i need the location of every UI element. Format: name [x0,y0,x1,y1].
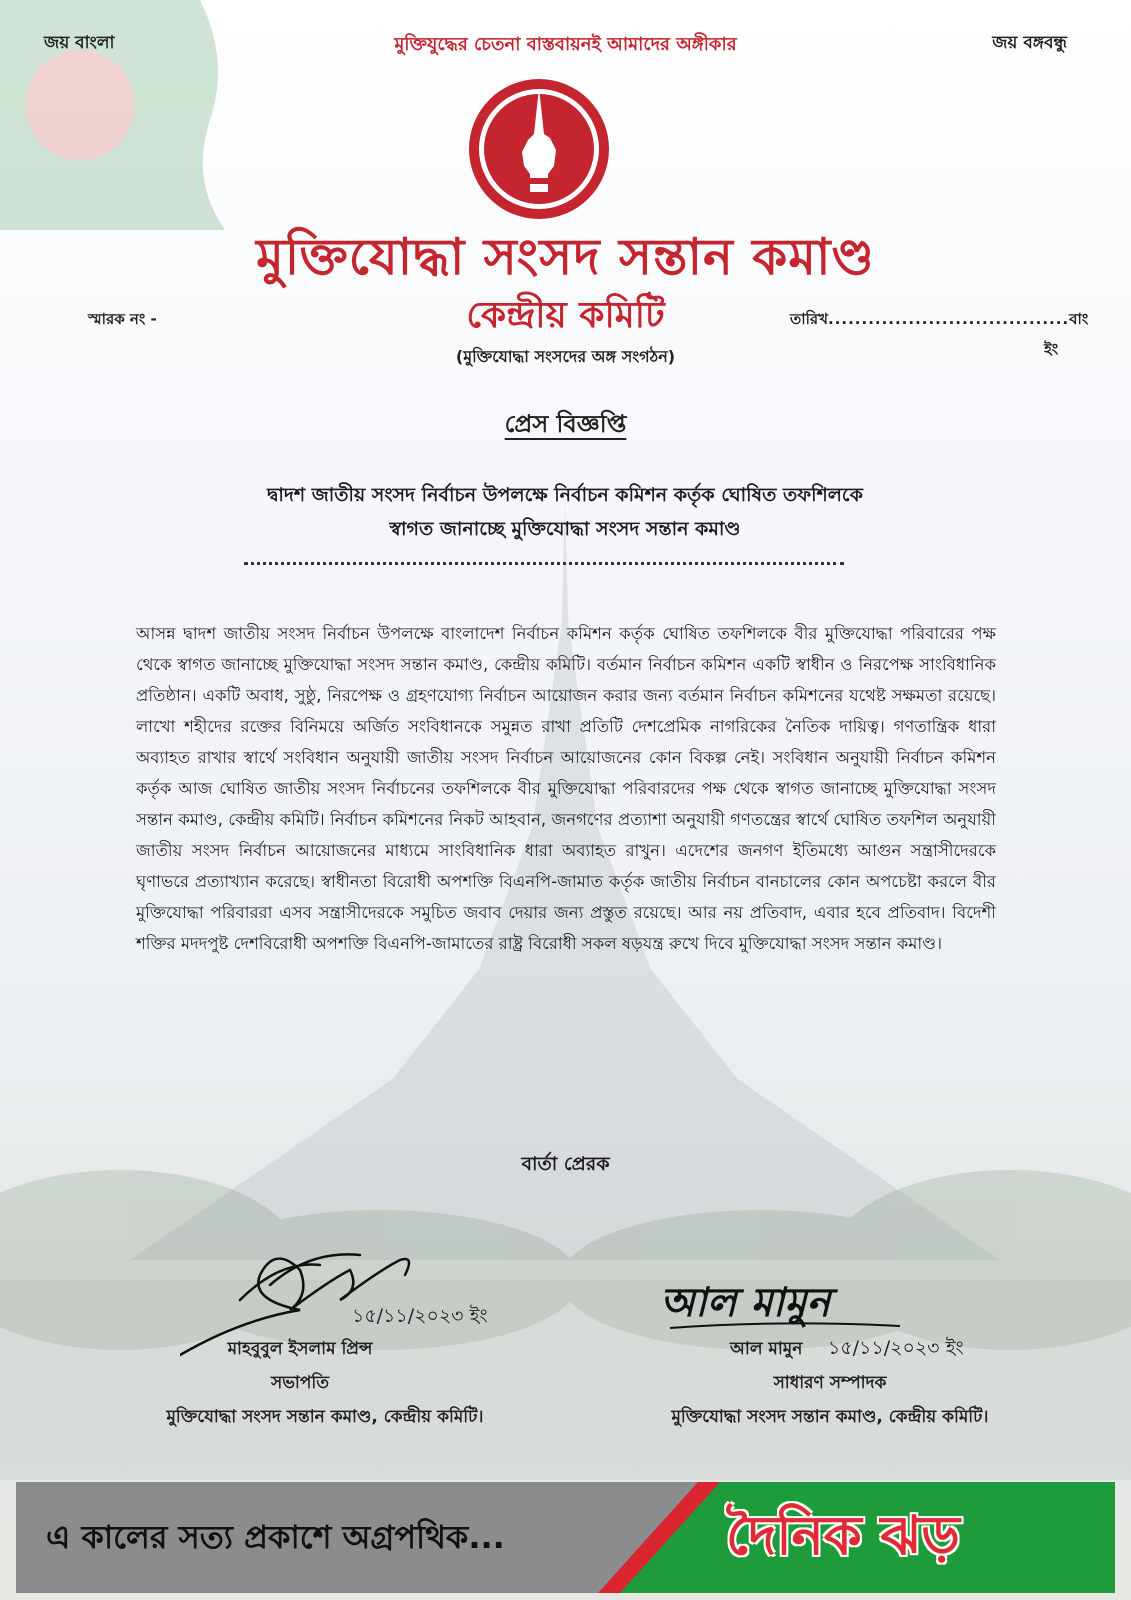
date-suffix-en: ইং [1044,340,1059,358]
affiliation-note: (মুক্তিযোদ্ধা সংসদের অঙ্গ সংগঠন) [455,347,676,366]
signature-right [660,1268,920,1338]
signatory-1-title: সভাপতি [271,1373,329,1393]
newspaper-logo: দৈনিক ঝড় [726,1503,960,1567]
date-suffix-bn: বাং [1069,310,1089,328]
footer-banner [16,1482,1115,1593]
signatory-1-organization: মুক্তিযোদ্ধা সংসদ সন্তান কমাণ্ড, কেন্দ্রীয় কমিটি। [166,1407,484,1427]
signatory-2-organization: মুক্তিযোদ্ধা সংসদ সন্তান কমাণ্ড, কেন্দ্রীয় কমিটি। [671,1407,989,1427]
committee-name: কেন্দ্রীয় কমিটি [466,295,665,336]
sender-label: বার্তা প্রেরক [521,1153,610,1175]
headline-line-1: দ্বাদশ জাতীয় সংসদ নির্বাচন উপলক্ষে নির্বাচন কমিশন কর্তৃক ঘোষিত তফশিলকে [267,484,863,506]
signatory-2-name: আল মামুন [730,1339,803,1359]
slogan-right: জয় বঙ্গবন্ধু [992,33,1067,53]
date-field [790,308,1088,333]
signatory-2-title: সাধারণ সম্পাদক [773,1373,887,1393]
memo-number-label: স্মারক নং - [88,310,157,328]
signature-right-text: আল মামুন [660,1279,831,1326]
banner-tagline: এ কালের সত্য প্রকাশে অগ্রপথিক... [46,1518,505,1556]
motto-text: মুক্তিযুদ্ধের চেতনা বাস্তবায়নই আমাদের অঙ্গীকার [394,34,737,55]
date-label: তারিখ [790,310,828,328]
organization-name: মুক্তিযোদ্ধা সংসদ সন্তান কমাণ্ড [256,228,875,286]
slogan-left: জয় বাংলা [44,33,115,53]
date-dots: .................................... [828,310,1070,328]
organization-emblem-icon [464,74,614,224]
dotted-divider [244,562,844,565]
headline-line-2: স্বাগত জানাচ্ছে মুক্তিযোদ্ধা সংসদ সন্তান কমাণ্ড [389,518,741,540]
press-release-title: প্রেস বিজ্ঞপ্তি [504,410,627,438]
press-release-body: আসন্ন দ্বাদশ জাতীয় সংসদ নির্বাচন উপলক্ষে বাংলাদেশ নির্বাচন কমিশন কর্তৃক ঘোষিত তফশিলকে বীর মুক্তিযোদ্ধা পরিবারের পক্ষ থেকে স্বাগত জানাচ্ছে মুক্তিযোদ্ধা সংসদ সন্তান কমাণ্ড, কেন্দ্রীয় কমিটি। বর্তমান নির্বাচন কমিশন একটি স্বাধীন ও নিরপেক্ষ সাংবিধানিক প্রতিষ্ঠান। একটি অবাধ, সুষ্ঠু, নিরপেক্ষ ও গ্রহণযোগ্য নির্বাচন আয়োজন করার জন্য বর্তমান নির্বাচন কমিশনের যথেষ্ট সক্ষমতা রয়েছে। লাখো শহীদের রক্তের বিনিময়ে অর্জিত সংবিধানকে সমুন্নত রাখা প্রতিটি দেশপ্রেমিক নাগরিকের নৈতিক দায়িত্ব। গণতান্ত্রিক ধারা অব্যাহত রাখার স্বার্থে সংবিধান অনুযায়ী জাতীয় সংসদ নির্বাচন আয়োজনের কোন বিকল্প নেই। সংবিধান অনুযায়ী নির্বাচন কমিশন কর্তৃক আজ ঘোষিত জাতীয় সংসদ নির্বাচনের তফশিলকে বীর মুক্তিযোদ্ধা পরিবারদের পক্ষ থেকে স্বাগত জানাচ্ছে মুক্তিযোদ্ধা সংসদ সন্তান কমাণ্ড, কেন্দ্রীয় কমিটি। নির্বাচন কমিশনের নিকট আহবান, জনগণের প্রত্যাশা অনুযায়ী গণতন্ত্রের স্বার্থে ঘোষিত তফশিল অনুযায়ী জাতীয় সংসদ নির্বাচন আয়োজনের মাধ্যমে সাংবিধানিক ধারা অব্যাহত রাখুন। এদেশের জনগণ ইতিমধ্যে আগুন সন্ত্রাসীদেরকে ঘৃণাভরে প্রত্যাখ্যান করেছে। স্বাধীনতা বিরোধী অপশক্তি বিএনপি-জামাত কর্তৃক জাতীয় নির্বাচন বানচালের কোন অপচেষ্টা করলে বীর মুক্তিযোদ্ধা পরিবাররা এসব সন্ত্রাসীদেরকে সমুচিত জবাব দেয়ার জন্য প্রস্তুত রয়েছে। আর নয় প্রতিবাদ, এবার হবে প্রতিবাদ। বিদেশী শক্তির মদদপুষ্ট দেশবিরোধী অপশক্তি বিএনপি-জামাতের রাষ্ট্র বিরোধী সকল ষড়যন্ত্র রুখে দিবে মুক্তিযোদ্ধা সংসদ সন্তান কমাণ্ড। [136,624,997,953]
signatory-1-date: ১৫/১১/২০২৩ ইং [352,1305,488,1327]
signatory-2-date: ১৫/১১/২০২৩ ইং [828,1337,964,1359]
signatory-1-name: মাহবুবুল ইসলাম প্রিন্স [227,1339,373,1359]
headline [150,478,980,546]
